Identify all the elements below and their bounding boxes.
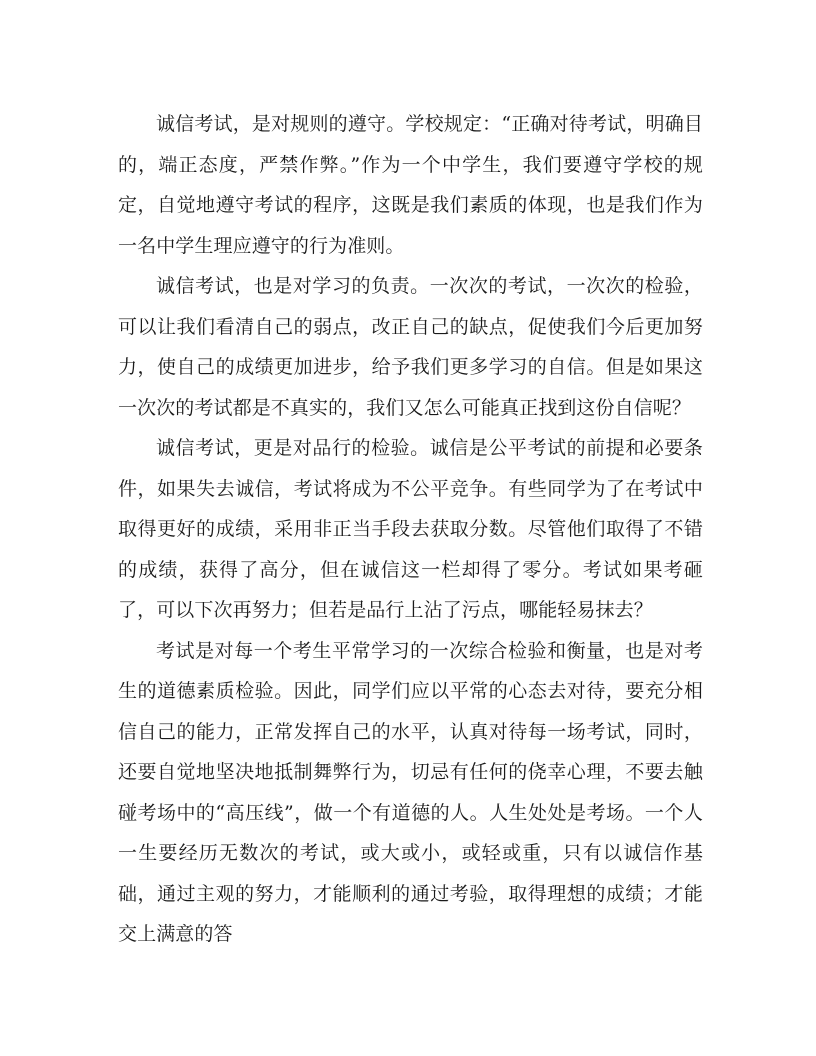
body-text <box>118 104 703 955</box>
paragraph-study-responsibility: 诚信考试，也是对学习的负责。一次次的考试，一次次的检验，可以让我们看清自己的弱点，改正自己的缺点，促使我们今后更加努力，使自己的成绩更加进步，给予我们更多学习的自信。但是如果这一次次的考试都是不真实的，我们又怎么可能真正找到这份自信呢？ <box>118 275 703 419</box>
paragraph-moral-exam: 考试是对每一个考生平常学习的一次综合检验和衡量，也是对考生的道德素质检验。因此，同学们应以平常的心态去对待，要充分相信自己的能力，正常发挥自己的水平，认真对待每一场考试，同时，还要自觉地坚决地抵制舞弊行为，切忌有任何的侥幸心理，不要去触碰考场中的“高压线”，做一个有道德的人。人生处处是考场。一个人一生要经历无数次的考试，或大或小，或轻或重，只有以诚信作基础，通过主观的努力，才能顺利的通过考验，取得理想的成绩；才能交上满意的答 <box>118 639 703 945</box>
paragraph-conduct-test: 诚信考试，更是对品行的检验。诚信是公平考试的前提和必要条件，如果失去诚信，考试将成为不公平竞争。有些同学为了在考试中取得更好的成绩，采用非正当手段去获取分数。尽管他们取得了不错的成绩，获得了高分，但在诚信这一栏却得了零分。考试如果考砸了，可以下次再努力；但若是品行上沾了污点，哪能轻易抹去？ <box>118 437 703 621</box>
paragraph-rule-compliance: 诚信考试，是对规则的遵守。学校规定：“正确对待考试，明确目的，端正态度，严禁作弊。”作为一个中学生，我们要遵守学校的规定，自觉地遵守考试的程序，这既是我们素质的体现，也是我们作为一名中学生理应遵守的行为准则。 <box>118 113 703 257</box>
